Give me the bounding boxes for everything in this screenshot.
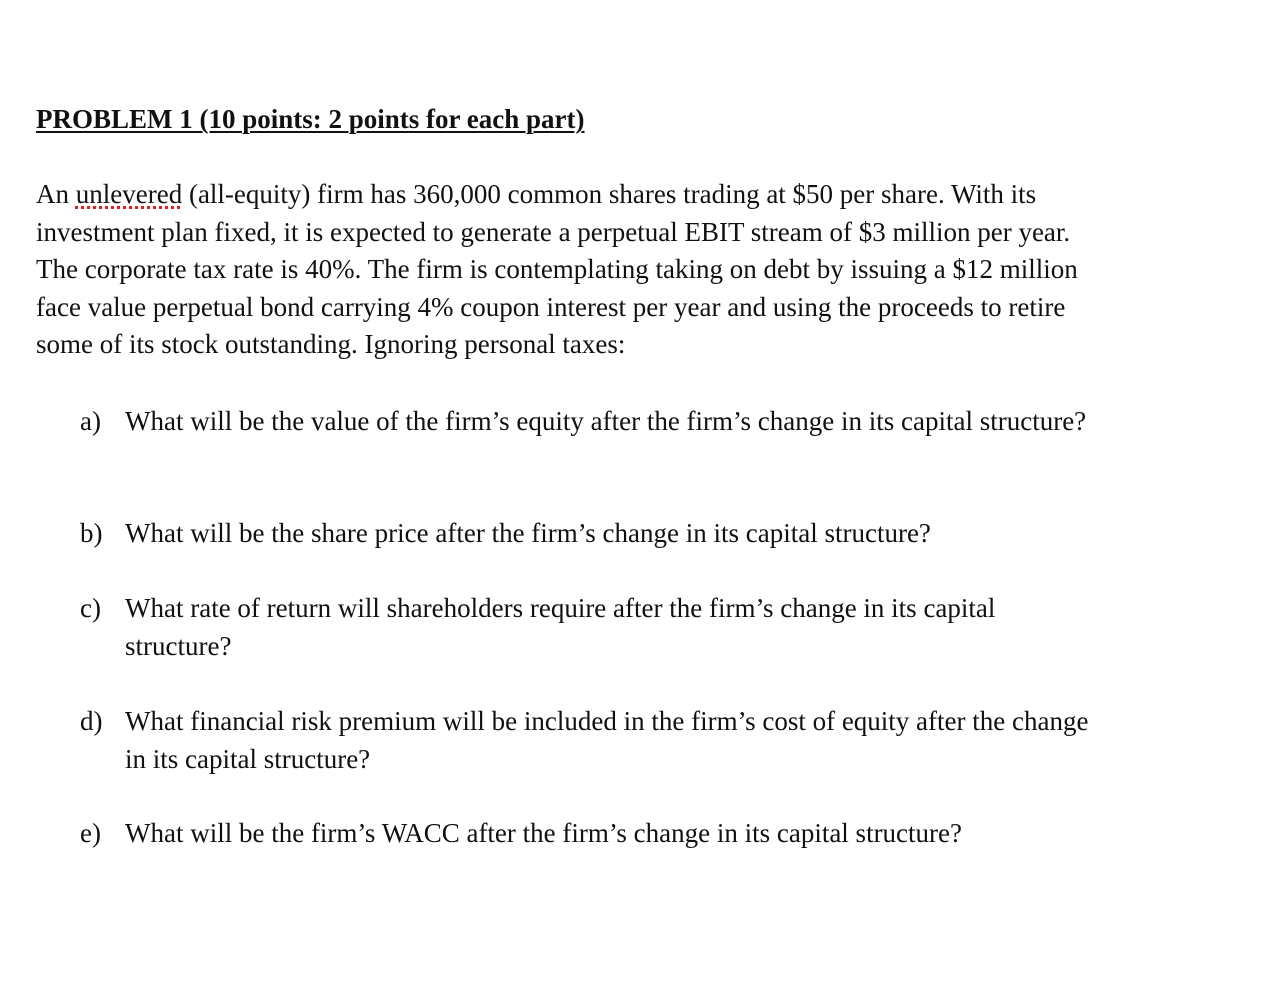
- question-line: What will be the firm’s WACC after the firm’s change in its capital structure?: [125, 818, 962, 848]
- question-a: [80, 403, 1240, 441]
- statement-word: An: [36, 179, 69, 209]
- question-line: in its capital structure?: [125, 743, 371, 774]
- question-d: [80, 703, 1240, 778]
- list-marker: b): [80, 518, 103, 548]
- list-marker: c): [80, 593, 101, 623]
- question-b: [80, 515, 1240, 553]
- question-text: [125, 590, 1240, 665]
- statement-line: [36, 176, 1236, 214]
- question-text: [125, 815, 1240, 853]
- question-text: [125, 403, 1240, 441]
- question-line: What will be the share price after the firm’s change in its capital structure?: [125, 518, 931, 548]
- question-e: [80, 815, 1240, 853]
- list-marker: e): [80, 818, 101, 848]
- question-line: structure?: [125, 630, 232, 661]
- statement-line: The corporate tax rate is 40%. The firm is contemplating taking on debt by issuing a $12 million: [36, 254, 1078, 284]
- problem-title: PROBLEM 1 (10 points: 2 points for each part): [36, 104, 585, 134]
- statement-line: face value perpetual bond carrying 4% coupon interest per year and using the proceeds to retire: [36, 291, 1066, 322]
- question-text: [125, 703, 1240, 778]
- spellcheck-flagged-word[interactable]: unlevered: [75, 179, 183, 209]
- list-marker: d): [80, 706, 103, 736]
- statement-text: (all-equity) firm has 360,000 common shares trading at $50 per share. With its: [182, 179, 1037, 209]
- problem-statement: [36, 176, 1236, 364]
- question-line: What financial risk premium will be included in the firm’s cost of equity after the change: [125, 706, 1089, 736]
- question-c: [80, 590, 1240, 665]
- question-line: What rate of return will shareholders require after the firm’s change in its capital: [125, 593, 996, 623]
- question-text: [125, 515, 1240, 553]
- statement-line: investment plan fixed, it is expected to generate a perpetual EBIT stream of $3 million per year.: [36, 216, 1071, 247]
- question-line: What will be the value of the firm’s equity after the firm’s change in its capital structure?: [125, 406, 1087, 436]
- list-marker: a): [80, 406, 101, 436]
- statement-line: some of its stock outstanding. Ignoring personal taxes:: [36, 329, 626, 359]
